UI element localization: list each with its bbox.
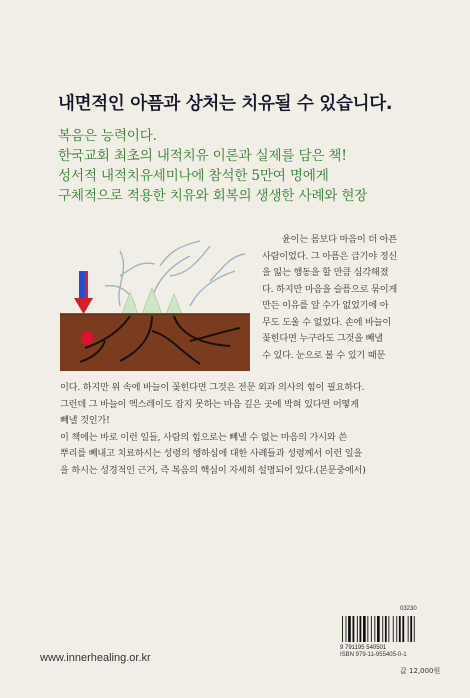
barcode-bar: [382, 616, 383, 642]
down-arrow-icon: [74, 298, 93, 314]
barcode-bar: [414, 616, 415, 642]
barcode-bar: [374, 616, 375, 642]
barcode-bar: [367, 616, 368, 642]
barcode-bar: [371, 616, 372, 642]
excerpt-line: 무도 도울 수 없었다. 손에 바늘이: [262, 316, 392, 328]
excerpt-line: 꽂힌다면 누구라도 그것을 빼낼: [262, 333, 383, 344]
trees-drawing: [122, 288, 182, 314]
barcode-bar: [360, 616, 362, 642]
isbn-text: ISBN 979-11-955405-0-1: [340, 652, 407, 658]
excerpt-line: 윤이는 몸보다 마음이 더 아픈: [282, 234, 397, 245]
price-text: 값 12,000원: [400, 667, 441, 675]
barcode-bar: [348, 616, 351, 642]
barcode-bar: [388, 616, 389, 642]
barcode-bar: [385, 616, 387, 642]
barcode-bar: [342, 616, 343, 642]
barcode-bar: [363, 616, 366, 642]
barcode-bar: [396, 616, 397, 642]
barcode-bar: [353, 616, 355, 642]
barcode-bar: [410, 616, 412, 642]
excerpt-line: 뿌리를 빼내고 치료하시는 성령의 행하심에 대한 사례들과 성령께서 이런 일을: [60, 448, 363, 459]
website-url: www.innerhealing.or.kr: [40, 652, 151, 664]
tagline-line-1: 복음은 능력이다.: [58, 128, 157, 144]
summary: [58, 166, 367, 206]
excerpt-full-width: [60, 380, 430, 479]
excerpt-line: 만든 이유를 알 수가 없었기에 아: [262, 300, 389, 311]
barcode-bar: [346, 616, 347, 642]
barcode-addon-number: 03230: [400, 606, 417, 612]
excerpt-line: 수 있다. 눈으로 볼 수 있기 때문: [262, 349, 386, 361]
excerpt-right-column: [262, 232, 422, 364]
summary-line-1: 성서적 내적치유세미나에 참석한 5만여 명에게: [58, 168, 329, 184]
excerpt-line: 을 잃는 행동을 할 만큼 심각해졌: [262, 267, 389, 278]
tagline-line-2: 한국교회 최초의 내적치유 이론과 실제를 담은 책!: [58, 148, 347, 164]
barcode-bar: [408, 616, 409, 642]
barcode-bar: [357, 616, 358, 642]
barcode: [340, 616, 428, 650]
barcode-digits: 9 791195 540501: [340, 645, 387, 650]
heart-shape: [81, 331, 93, 345]
barcode-bar: [393, 616, 394, 642]
excerpt-line: 빼낼 것인가!: [60, 415, 110, 426]
excerpt-line: 다. 하지만 마음을 슬픔으로 묶이게: [262, 283, 398, 295]
excerpt-line: 사람이었다. 그 아픔은 급기야 정신: [262, 250, 398, 262]
barcode-bar: [399, 616, 401, 642]
barcode-bar: [377, 616, 380, 642]
excerpt-line: 을 하시는 성경적인 근거, 즉 복음의 핵심이 자세히 설명되어 있다.(본문중에서): [60, 464, 366, 476]
excerpt-line: 이 책에는 바로 이런 일들, 사람의 힘으로는 빼낼 수 없는 마음의 가시와 쓴: [60, 431, 347, 443]
roots-illustration: [60, 236, 250, 371]
headline: 내면적인 아픔과 상처는 치유될 수 있습니다.: [58, 94, 393, 114]
summary-line-2: 구체적으로 적용한 치유와 회복의 생생한 사례와 현장: [58, 188, 368, 204]
tagline: [58, 126, 347, 166]
excerpt-line: 이다. 하지만 위 속에 바늘이 꽂힌다면 그것은 전문 외과 의사의 힘이 필요하다.: [60, 382, 365, 393]
excerpt-line: 그런데 그 바늘이 엑스레이도 잡지 못하는 마음 깊은 곳에 박혀 있다면 어떻게: [60, 398, 359, 410]
barcode-bar: [402, 616, 404, 642]
